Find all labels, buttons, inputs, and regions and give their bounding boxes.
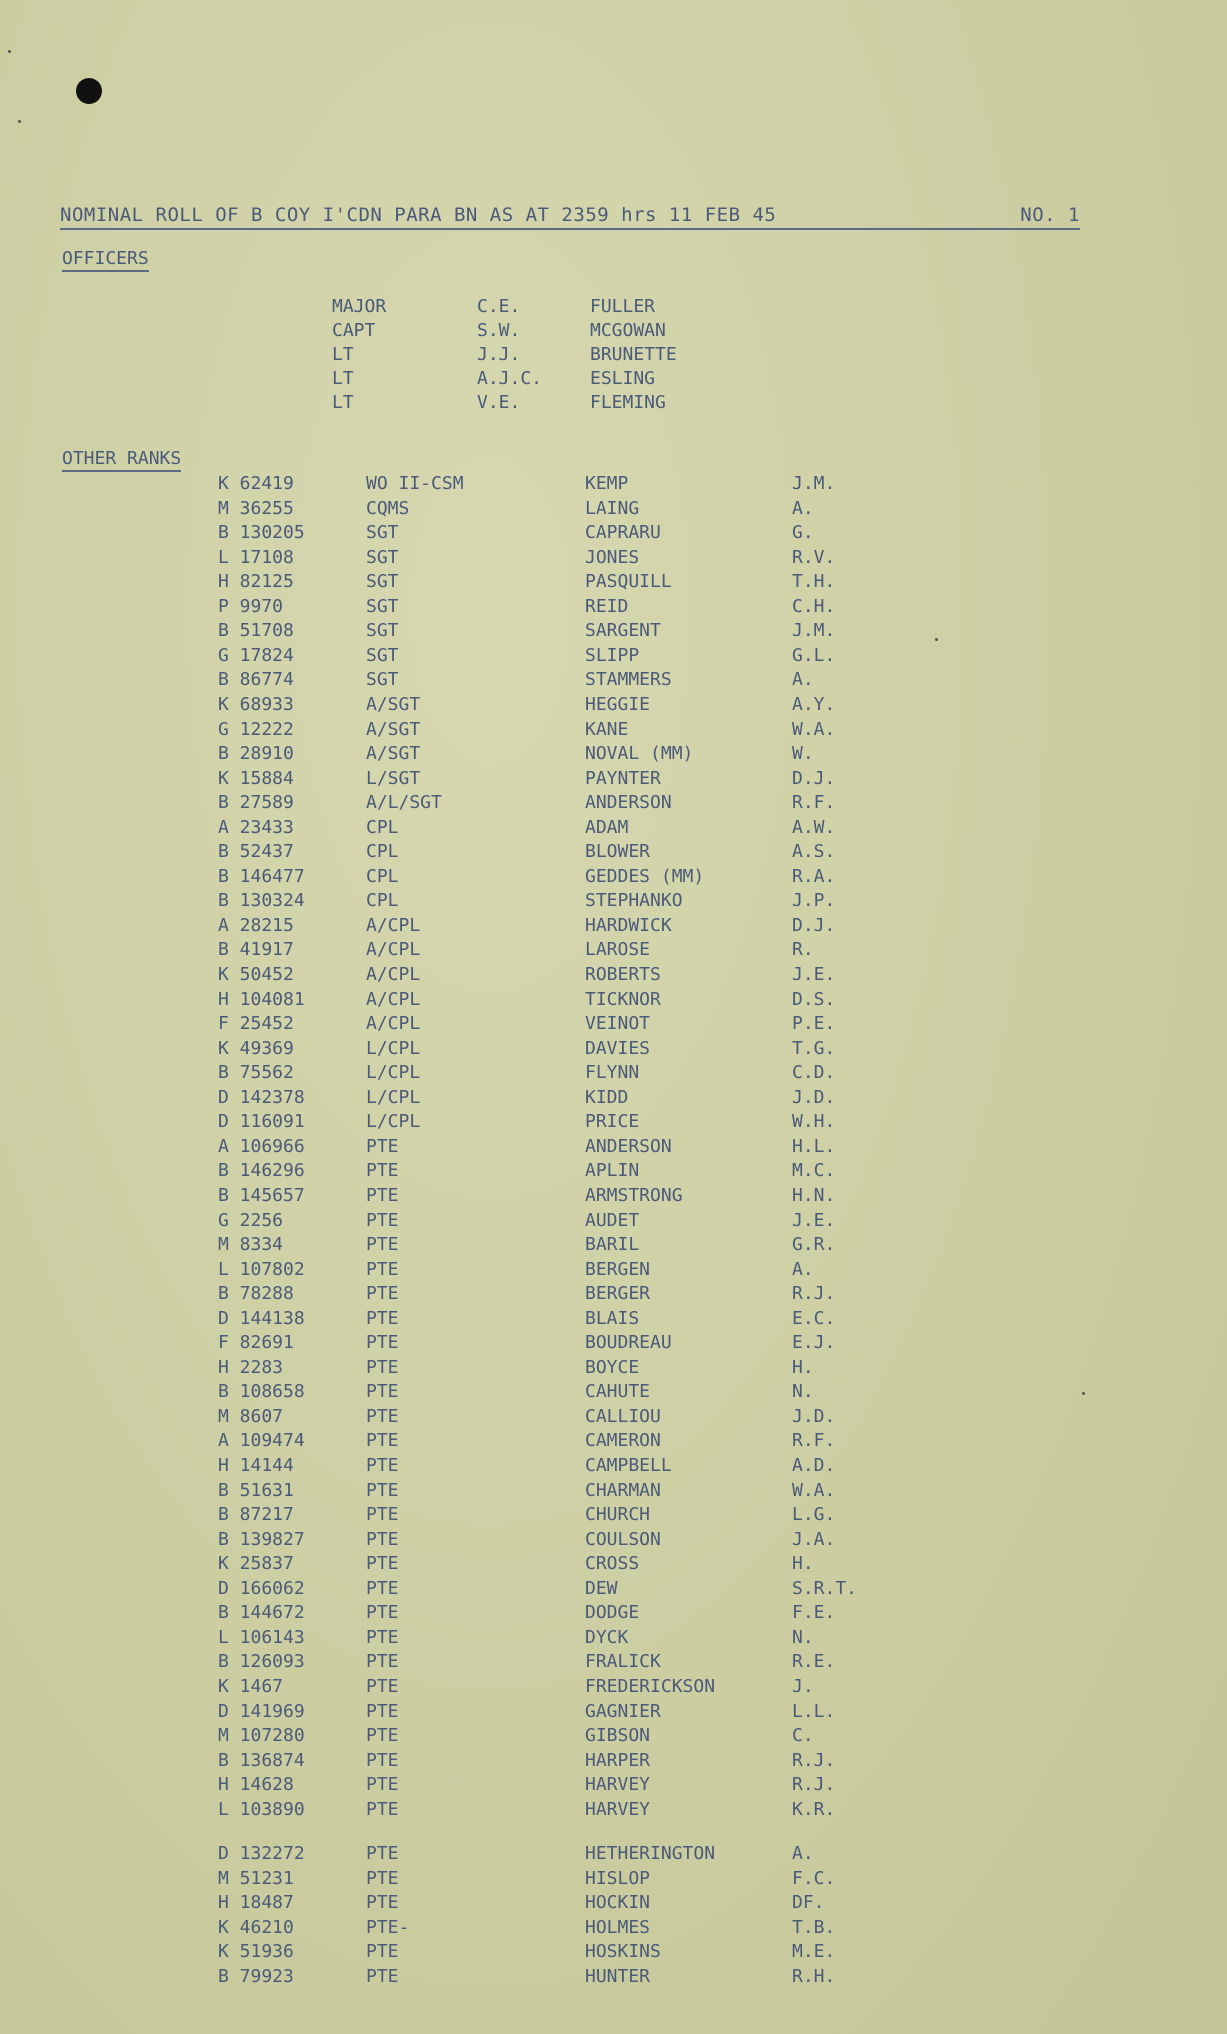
service-number: D 142378: [218, 1086, 305, 1108]
rank: PTE: [366, 1725, 399, 1747]
initials: P.E.: [792, 1013, 836, 1035]
initials: G.L.: [792, 644, 836, 666]
surname: PASQUILL: [585, 571, 672, 593]
rank: PTE: [366, 1234, 399, 1256]
rank: PTE: [366, 1504, 399, 1526]
initials: W.A.: [792, 1479, 836, 1501]
service-number: H 18487: [218, 1892, 294, 1914]
rank: SGT: [366, 546, 399, 568]
title-text: NOMINAL ROLL OF B COY I'CDN PARA BN AS AT 2359 hrs 11 FEB 45: [60, 204, 777, 226]
officer-initials: V.E.: [477, 392, 521, 413]
rank: CPL: [366, 890, 399, 912]
initials: DF.: [792, 1892, 825, 1914]
initials: J.P.: [792, 890, 836, 912]
initials: J.E.: [792, 1209, 836, 1231]
rank: PTE: [366, 1381, 399, 1403]
officer-rank: LT: [332, 344, 354, 365]
rank: L/CPL: [366, 1111, 421, 1133]
service-number: B 52437: [218, 841, 294, 863]
rank: PTE: [366, 1258, 399, 1280]
initials: T.G.: [792, 1037, 836, 1059]
surname: COULSON: [585, 1528, 661, 1550]
paper-speck: [935, 638, 938, 641]
service-number: A 23433: [218, 816, 294, 838]
paper-speck: [18, 120, 21, 123]
service-number: L 103890: [218, 1798, 305, 1820]
rank: PTE: [366, 1184, 399, 1206]
rank: A/L/SGT: [366, 792, 442, 814]
rank: PTE: [366, 1356, 399, 1378]
service-number: H 14628: [218, 1774, 294, 1796]
rank: PTE-: [366, 1916, 410, 1938]
surname: TICKNOR: [585, 988, 661, 1010]
officer-rank: CAPT: [332, 320, 376, 341]
initials: A.Y.: [792, 693, 836, 715]
surname: SLIPP: [585, 644, 640, 666]
rank: L/CPL: [366, 1037, 421, 1059]
service-number: K 62419: [218, 473, 294, 494]
service-number: B 75562: [218, 1062, 294, 1084]
rank: PTE: [366, 1749, 399, 1771]
rank: L/SGT: [366, 767, 421, 789]
service-number: D 141969: [218, 1700, 305, 1722]
service-number: H 104081: [218, 988, 305, 1010]
surname: BARIL: [585, 1234, 640, 1256]
initials: N.: [792, 1626, 814, 1648]
initials: G.R.: [792, 1234, 836, 1256]
service-number: H 14144: [218, 1455, 294, 1476]
initials: C.D.: [792, 1062, 836, 1084]
surname: BERGER: [585, 1283, 651, 1305]
surname: PRICE: [585, 1111, 640, 1133]
service-number: B 86774: [218, 669, 294, 691]
service-number: K 25837: [218, 1553, 294, 1575]
rank: CQMS: [366, 497, 410, 519]
service-number: B 126093: [218, 1651, 305, 1673]
service-number: A 28215: [218, 914, 294, 936]
rank: PTE: [366, 1774, 399, 1796]
surname: STEPHANKO: [585, 890, 683, 912]
rank: PTE: [366, 1307, 399, 1329]
service-number: A 106966: [218, 1135, 305, 1157]
rank: A/SGT: [366, 743, 421, 765]
service-number: A 109474: [218, 1430, 305, 1452]
rank: PTE: [366, 1700, 399, 1722]
surname: HARVEY: [585, 1798, 651, 1820]
rank: SGT: [366, 669, 399, 691]
rank: PTE: [366, 1455, 399, 1476]
initials: A.W.: [792, 816, 836, 838]
service-number: G 2256: [218, 1209, 284, 1231]
initials: R.J.: [792, 1749, 836, 1771]
initials: A.: [792, 1258, 814, 1280]
initials: A.S.: [792, 841, 836, 863]
initials: C.H.: [792, 595, 836, 617]
rank: PTE: [366, 1798, 399, 1820]
officer-rank: MAJOR: [332, 296, 387, 317]
initials: J.: [792, 1675, 814, 1697]
service-number: K 68933: [218, 693, 294, 715]
initials: J.A.: [792, 1528, 836, 1550]
surname: FLYNN: [585, 1062, 640, 1084]
rank: PTE: [366, 1430, 399, 1452]
rank: PTE: [366, 1135, 399, 1157]
rank: SGT: [366, 595, 399, 617]
surname: NOVAL (MM): [585, 743, 694, 765]
surname: BOUDREAU: [585, 1332, 672, 1354]
surname: HETHERINGTON: [585, 1843, 716, 1865]
service-number: K 49369: [218, 1037, 294, 1059]
initials: E.C.: [792, 1307, 836, 1329]
initials: R.J.: [792, 1774, 836, 1796]
initials: E.J.: [792, 1332, 836, 1354]
rank: PTE: [366, 1160, 399, 1182]
initials: A.: [792, 1843, 814, 1865]
initials: A.: [792, 669, 814, 691]
page-number: NO. 1: [1020, 204, 1080, 226]
service-number: K 50452: [218, 964, 294, 985]
officer-rank: LT: [332, 392, 354, 413]
initials: K.R.: [792, 1798, 836, 1820]
rank: PTE: [366, 1577, 399, 1599]
surname: DODGE: [585, 1602, 640, 1624]
service-number: K 51936: [218, 1941, 294, 1963]
surname: KANE: [585, 718, 629, 740]
initials: H.L.: [792, 1135, 836, 1157]
surname: KIDD: [585, 1086, 629, 1108]
rank: A/CPL: [366, 914, 421, 936]
surname: GIBSON: [585, 1725, 651, 1747]
paper-speck: [1082, 1392, 1085, 1395]
initials: A.D.: [792, 1455, 836, 1476]
service-number: B 130324: [218, 890, 305, 912]
rank: PTE: [366, 1332, 399, 1354]
service-number: D 116091: [218, 1111, 305, 1133]
initials: D.S.: [792, 988, 836, 1010]
rank: L/CPL: [366, 1086, 421, 1108]
surname: BOYCE: [585, 1356, 640, 1378]
service-number: G 12222: [218, 718, 294, 740]
rank: PTE: [366, 1553, 399, 1575]
initials: M.C.: [792, 1160, 836, 1182]
surname: BERGEN: [585, 1258, 651, 1280]
rank: A/CPL: [366, 1013, 421, 1035]
initials: S.R.T.: [792, 1577, 858, 1599]
initials: N.: [792, 1381, 814, 1403]
officers-heading: OFFICERS: [62, 248, 149, 272]
initials: W.: [792, 743, 814, 765]
service-number: M 107280: [218, 1725, 305, 1747]
surname: REID: [585, 595, 629, 617]
rank: CPL: [366, 865, 399, 887]
other-ranks-heading: OTHER RANKS: [62, 448, 181, 472]
initials: D.J.: [792, 767, 836, 789]
surname: GEDDES (MM): [585, 865, 705, 887]
initials: H.: [792, 1553, 814, 1575]
paper-speck: [8, 50, 11, 53]
service-number: K 46210: [218, 1916, 294, 1938]
service-number: G 17824: [218, 644, 294, 666]
initials: H.N.: [792, 1184, 836, 1206]
service-number: B 51631: [218, 1479, 294, 1501]
surname: FREDERICKSON: [585, 1675, 716, 1697]
officer-initials: A.J.C.: [477, 368, 543, 389]
service-number: B 41917: [218, 939, 294, 961]
rank: A/SGT: [366, 693, 421, 715]
initials: R.J.: [792, 1283, 836, 1305]
punch-hole: [76, 78, 102, 104]
initials: J.M.: [792, 620, 836, 642]
service-number: B 79923: [218, 1966, 294, 1987]
initials: L.L.: [792, 1700, 836, 1722]
service-number: F 82691: [218, 1332, 294, 1354]
initials: W.A.: [792, 718, 836, 740]
rank: L/CPL: [366, 1062, 421, 1084]
surname: HOLMES: [585, 1916, 651, 1938]
initials: R.: [792, 939, 814, 961]
rank: A/CPL: [366, 988, 421, 1010]
service-number: B 130205: [218, 522, 305, 544]
initials: R.F.: [792, 1430, 836, 1452]
initials: T.H.: [792, 571, 836, 593]
initials: G.: [792, 522, 814, 544]
surname: HOCKIN: [585, 1892, 651, 1914]
rank: PTE: [366, 1941, 399, 1963]
service-number: B 78288: [218, 1283, 294, 1305]
surname: DYCK: [585, 1626, 629, 1648]
service-number: B 87217: [218, 1504, 294, 1526]
initials: T.B.: [792, 1916, 836, 1938]
officer-surname: FULLER: [590, 296, 656, 317]
service-number: B 136874: [218, 1749, 305, 1771]
rank: A/SGT: [366, 718, 421, 740]
surname: CROSS: [585, 1553, 640, 1575]
surname: HUNTER: [585, 1966, 651, 1987]
service-number: B 144672: [218, 1602, 305, 1624]
service-number: M 8334: [218, 1234, 284, 1256]
service-number: B 28910: [218, 743, 294, 765]
surname: LAROSE: [585, 939, 651, 961]
surname: CAHUTE: [585, 1381, 651, 1403]
surname: HOSKINS: [585, 1941, 661, 1963]
rank: SGT: [366, 571, 399, 593]
surname: BLAIS: [585, 1307, 640, 1329]
surname: HARDWICK: [585, 914, 672, 936]
initials: R.V.: [792, 546, 836, 568]
rank: PTE: [366, 1966, 399, 1987]
service-number: B 146296: [218, 1160, 305, 1182]
officer-surname: FLEMING: [590, 392, 666, 413]
surname: CHARMAN: [585, 1479, 661, 1501]
service-number: F 25452: [218, 1013, 294, 1035]
rank: PTE: [366, 1528, 399, 1550]
service-number: B 27589: [218, 792, 294, 814]
service-number: H 82125: [218, 571, 294, 593]
service-number: D 132272: [218, 1843, 305, 1865]
rank: PTE: [366, 1626, 399, 1648]
service-number: B 146477: [218, 865, 305, 887]
service-number: B 51708: [218, 620, 294, 642]
officer-surname: ESLING: [590, 368, 656, 389]
initials: R.F.: [792, 792, 836, 814]
rank: PTE: [366, 1602, 399, 1624]
initials: J.M.: [792, 473, 836, 494]
service-number: K 15884: [218, 767, 294, 789]
surname: HEGGIE: [585, 693, 651, 715]
service-number: L 107802: [218, 1258, 305, 1280]
officer-initials: C.E.: [477, 296, 521, 317]
officer-surname: MCGOWAN: [590, 320, 666, 341]
surname: APLIN: [585, 1160, 640, 1182]
officer-rank: LT: [332, 368, 354, 389]
surname: KEMP: [585, 473, 629, 494]
service-number: P 9970: [218, 595, 284, 617]
surname: HARVEY: [585, 1774, 651, 1796]
rank: PTE: [366, 1479, 399, 1501]
initials: J.E.: [792, 964, 836, 985]
surname: SARGENT: [585, 620, 661, 642]
rank: PTE: [366, 1892, 399, 1914]
rank: SGT: [366, 522, 399, 544]
surname: DEW: [585, 1577, 618, 1599]
initials: F.E.: [792, 1602, 836, 1624]
service-number: L 106143: [218, 1626, 305, 1648]
surname: VEINOT: [585, 1013, 651, 1035]
rank: PTE: [366, 1651, 399, 1673]
initials: R.H.: [792, 1966, 836, 1987]
rank: CPL: [366, 816, 399, 838]
surname: ANDERSON: [585, 1135, 672, 1157]
surname: STAMMERS: [585, 669, 672, 691]
surname: JONES: [585, 546, 640, 568]
service-number: L 17108: [218, 546, 294, 568]
initials: D.J.: [792, 914, 836, 936]
rank: PTE: [366, 1283, 399, 1305]
rank: SGT: [366, 620, 399, 642]
service-number: D 144138: [218, 1307, 305, 1329]
service-number: M 8607: [218, 1405, 284, 1427]
initials: R.E.: [792, 1651, 836, 1673]
rank: A/CPL: [366, 939, 421, 961]
officer-initials: S.W.: [477, 320, 521, 341]
service-number: B 139827: [218, 1528, 305, 1550]
surname: ROBERTS: [585, 964, 661, 985]
initials: M.E.: [792, 1941, 836, 1963]
officer-surname: BRUNETTE: [590, 344, 677, 365]
officer-initials: J.J.: [477, 344, 521, 365]
surname: FRALICK: [585, 1651, 661, 1673]
surname: HARPER: [585, 1749, 651, 1771]
surname: CAPRARU: [585, 522, 661, 544]
service-number: B 108658: [218, 1381, 305, 1403]
surname: CALLIOU: [585, 1405, 661, 1427]
initials: J.D.: [792, 1086, 836, 1108]
rank: PTE: [366, 1675, 399, 1697]
rank: PTE: [366, 1867, 399, 1889]
initials: F.C.: [792, 1867, 836, 1889]
surname: PAYNTER: [585, 767, 661, 789]
initials: C.: [792, 1725, 814, 1747]
rank: WO II-CSM: [366, 473, 464, 494]
service-number: M 51231: [218, 1867, 294, 1889]
initials: R.A.: [792, 865, 836, 887]
service-number: M 36255: [218, 497, 294, 519]
surname: DAVIES: [585, 1037, 651, 1059]
surname: CHURCH: [585, 1504, 651, 1526]
initials: J.D.: [792, 1405, 836, 1427]
document-title: [60, 204, 1080, 230]
initials: W.H.: [792, 1111, 836, 1133]
surname: CAMPBELL: [585, 1455, 672, 1476]
rank: PTE: [366, 1843, 399, 1865]
initials: L.G.: [792, 1504, 836, 1526]
surname: ANDERSON: [585, 792, 672, 814]
rank: PTE: [366, 1405, 399, 1427]
rank: PTE: [366, 1209, 399, 1231]
service-number: K 1467: [218, 1675, 284, 1697]
surname: CAMERON: [585, 1430, 661, 1452]
rank: A/CPL: [366, 964, 421, 985]
surname: LAING: [585, 497, 640, 519]
surname: ARMSTRONG: [585, 1184, 683, 1206]
service-number: B 145657: [218, 1184, 305, 1206]
initials: H.: [792, 1356, 814, 1378]
service-number: H 2283: [218, 1356, 284, 1378]
rank: SGT: [366, 644, 399, 666]
surname: AUDET: [585, 1209, 640, 1231]
rank: CPL: [366, 841, 399, 863]
surname: ADAM: [585, 816, 629, 838]
surname: BLOWER: [585, 841, 651, 863]
service-number: D 166062: [218, 1577, 305, 1599]
initials: A.: [792, 497, 814, 519]
surname: HISLOP: [585, 1867, 651, 1889]
surname: GAGNIER: [585, 1700, 661, 1722]
